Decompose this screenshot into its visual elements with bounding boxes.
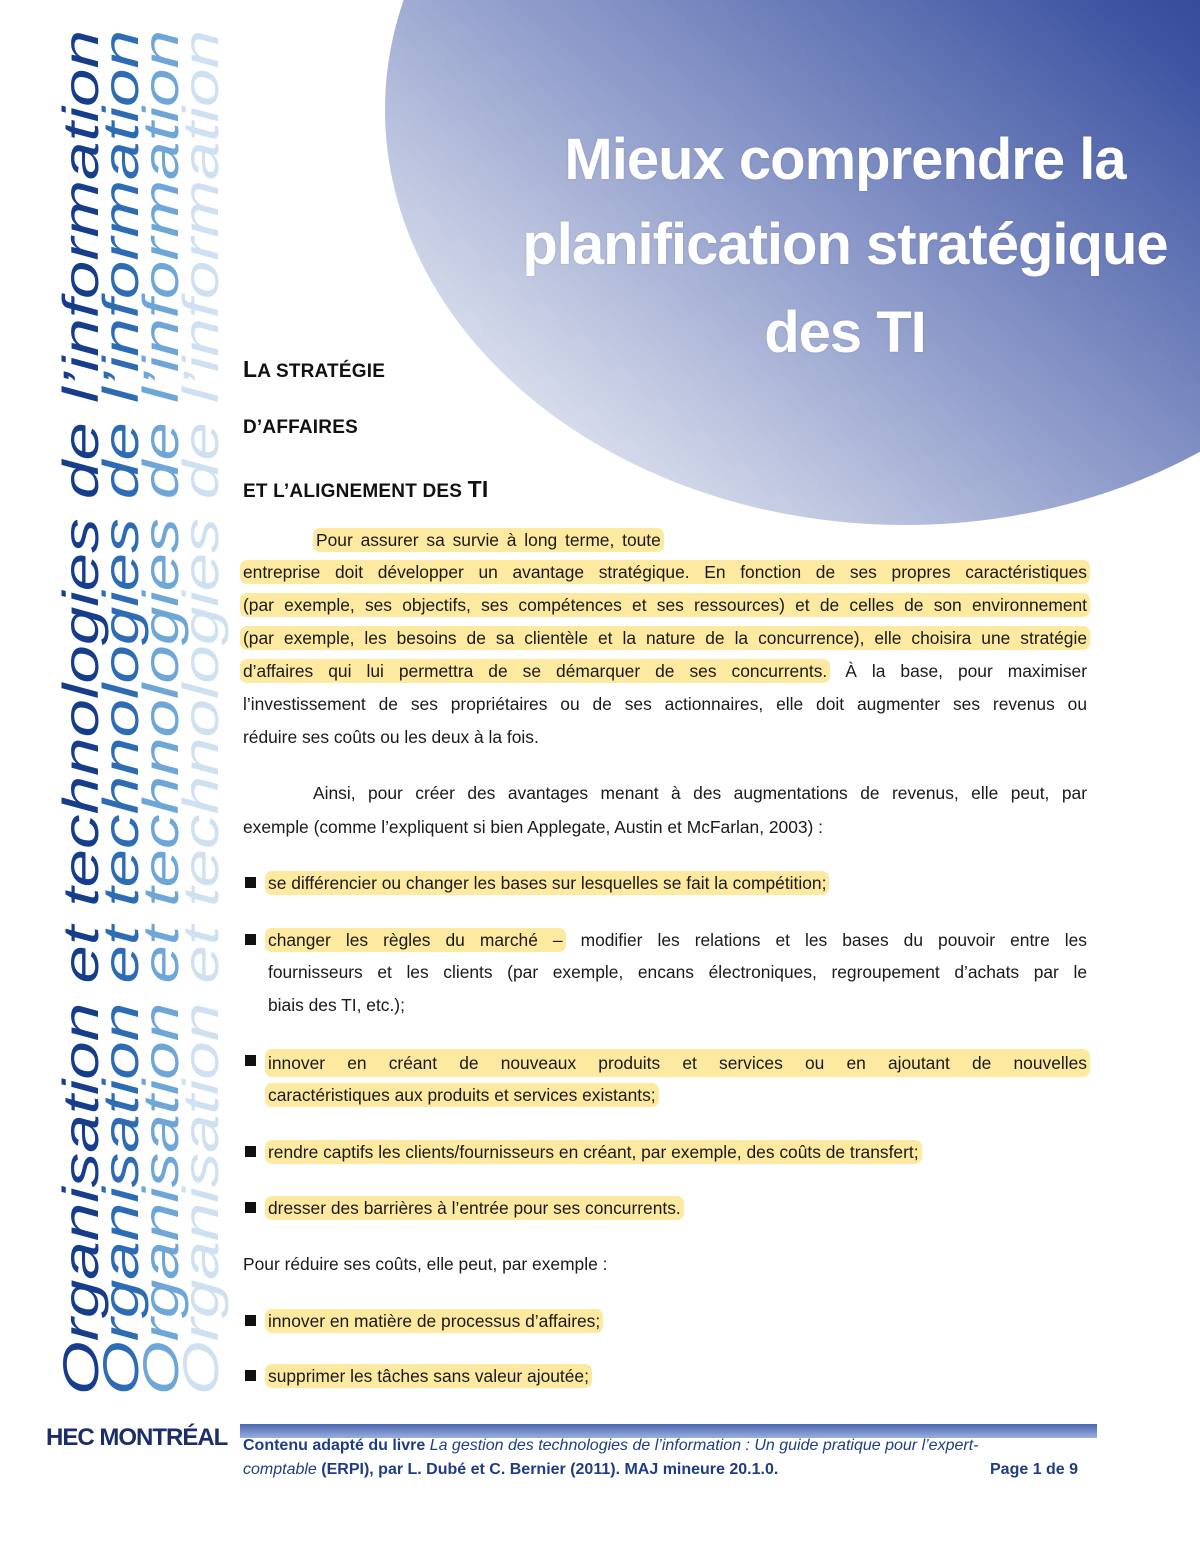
- heading-text: TI: [467, 476, 489, 502]
- section-heading-line-1: [243, 356, 385, 383]
- page-number: Page 1 de 9: [990, 1461, 1079, 1478]
- footer-bar: [240, 1424, 1097, 1438]
- highlighted-text: (par exemple, ses objectifs, ses compétences et ses ressources) et de celles de son environnement: [240, 593, 1090, 617]
- paragraph-line: exemple (comme l’expliquent si bien Applegate, Austin et McFarlan, 2003) :: [243, 817, 823, 837]
- book-title: La gestion des technologies de l’information : Un guide pratique pour l’expert-: [429, 1437, 979, 1454]
- sidebar-text-2: Organisation et technologies de l’information: [93, 408, 149, 1395]
- bullet-square-icon: [245, 877, 256, 888]
- section-heading-line-2: D’AFFAIRES: [243, 417, 358, 438]
- paragraph-text: À la base, pour maximiser: [830, 661, 1087, 681]
- sidebar-text-3: Organisation et technologies de l’information: [133, 408, 189, 1395]
- bullet-square-icon: [245, 1055, 256, 1066]
- bullet-item: [265, 1309, 603, 1333]
- paragraph-line: [240, 560, 1090, 584]
- heading-text: A STRATÉGIE: [257, 361, 386, 382]
- section-heading-line-3: [243, 476, 488, 503]
- highlighted-text: se différencier ou changer les bases sur lesquelles se fait la compétition;: [265, 871, 829, 895]
- footer-line-1: [243, 1437, 978, 1455]
- bullet-item: [265, 1196, 684, 1220]
- paragraph-line: Pour réduire ses coûts, elle peut, par exemple :: [243, 1254, 608, 1274]
- highlighted-text: dresser des barrières à l’entrée pour ses concurrents.: [265, 1196, 684, 1220]
- bullet-text: modifier les relations et les bases du pouvoir entre les: [565, 930, 1087, 950]
- hec-montreal-logo: HEC MONTRÉAL: [46, 1424, 228, 1451]
- highlighted-text: supprimer les tâches sans valeur ajoutée;: [265, 1364, 592, 1388]
- highlighted-text: Pour assurer sa survie à long terme, toute: [313, 528, 664, 552]
- paragraph-line: [240, 659, 1087, 683]
- title-line-3: des TI: [764, 300, 926, 365]
- sidebar-text-1: Organisation et technologies de l’information: [53, 408, 109, 1395]
- paragraph-line: [240, 626, 1090, 650]
- paragraph-line: réduire ses coûts ou les deux à la fois.: [243, 727, 539, 747]
- bullet-item: [265, 1364, 592, 1388]
- bullet-square-icon: [245, 1315, 256, 1326]
- bullet-item: [265, 1140, 922, 1164]
- footer-text: Contenu adapté du livre: [243, 1437, 430, 1454]
- highlighted-text: (par exemple, les besoins de sa clientèle et la nature de la concurrence), elle choisira une stratégie: [240, 626, 1090, 650]
- book-title: comptable: [243, 1461, 317, 1478]
- title-line-2: planification stratégique: [522, 212, 1168, 277]
- highlighted-text: innover en créant de nouveaux produits et services ou en ajoutant de nouvelles: [265, 1049, 1090, 1077]
- bullet-square-icon: [245, 1370, 256, 1381]
- bullet-item-continuation: fournisseurs et les clients (par exemple, encans électroniques, regroupement d’achats par le: [268, 962, 1087, 982]
- heading-text: ET L’ALIGNEMENT DES: [243, 481, 468, 502]
- heading-initial: L: [243, 356, 258, 382]
- highlighted-text: caractéristiques aux produits et services existants;: [265, 1083, 659, 1107]
- footer-line-2: [243, 1461, 778, 1479]
- bullet-item-continuation: biais des TI, etc.);: [268, 995, 405, 1015]
- bullet-item: [265, 1049, 1090, 1073]
- bullet-square-icon: [245, 934, 256, 945]
- bullet-item-continuation: [265, 1083, 659, 1107]
- bullet-item: [265, 928, 1087, 952]
- highlighted-text: entreprise doit développer un avantage stratégique. En fonction de ses propres caractéristiques: [240, 560, 1090, 584]
- highlighted-text: innover en matière de processus d’affaires;: [265, 1309, 603, 1333]
- title-line-1: Mieux comprendre la: [564, 127, 1126, 192]
- footer-text: (ERPI), par L. Dubé et C. Bernier (2011). MAJ mineure 20.1.0.: [316, 1461, 779, 1478]
- paragraph-line: [240, 593, 1090, 617]
- paragraph-line: Ainsi, pour créer des avantages menant à des augmentations de revenus, elle peut, par: [313, 783, 1087, 803]
- bullet-square-icon: [245, 1202, 256, 1213]
- sidebar-text-4: Organisation et technologies de l’information: [173, 408, 229, 1395]
- paragraph-line: [313, 528, 664, 552]
- highlighted-text: changer les règles du marché –: [265, 928, 566, 952]
- bullet-square-icon: [245, 1146, 256, 1157]
- sidebar-logotype: [53, 30, 229, 1395]
- bullet-item: [265, 871, 829, 895]
- highlighted-text: d’affaires qui lui permettra de se démarquer de ses concurrents.: [240, 659, 830, 683]
- paragraph-line: l’investissement de ses propriétaires ou de ses actionnaires, elle doit augmenter ses revenus ou: [243, 694, 1087, 714]
- highlighted-text: rendre captifs les clients/fournisseurs en créant, par exemple, des coûts de transfert;: [265, 1140, 922, 1164]
